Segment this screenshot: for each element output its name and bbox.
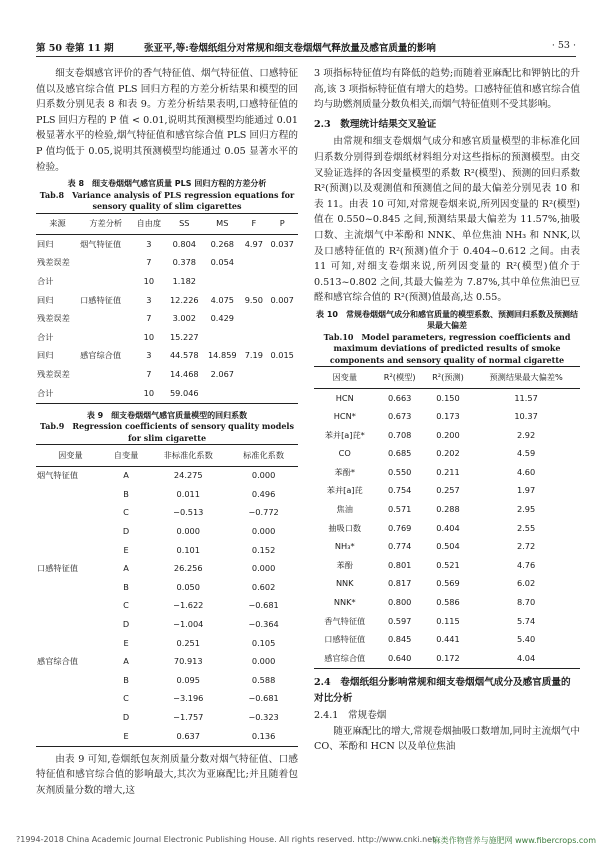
table-cell [36, 671, 105, 690]
right-column [314, 66, 580, 755]
table-cell: 0.571 [387, 504, 412, 515]
table-cell: 0.673 [387, 411, 412, 422]
table-cell: −0.364 [248, 618, 279, 629]
journal-issue: 第 50 卷第 11 期 [36, 43, 114, 54]
table-row [36, 597, 298, 616]
table-cell: 9.50 [244, 294, 263, 305]
table9-caption: 表 9 细支卷烟烟气感官质量模型的回归系数 Tab.9 Regression coefficients of sensory quality models for slim cigarette [40, 410, 294, 443]
table-row [314, 408, 580, 427]
table-cell: 24.275 [173, 470, 203, 481]
table-cell: 1.97 [516, 485, 536, 496]
table-row [314, 594, 580, 613]
subsection-heading: 2.4.1 常规卷烟 [314, 710, 387, 722]
table-cell: 0.774 [387, 541, 412, 552]
table-row [314, 426, 580, 445]
table-cell: 10 [143, 275, 155, 286]
table-cell [36, 690, 105, 709]
table-row [36, 541, 298, 560]
table-cell: D [122, 618, 130, 629]
table-cell: 口感特征值 [324, 634, 366, 645]
table-cell [203, 384, 241, 403]
table-cell: 44.578 [169, 350, 199, 361]
table-cell: −0.681 [248, 693, 279, 704]
table-cell: 59.046 [165, 384, 203, 403]
table-cell: 0.602 [251, 581, 276, 592]
table-cell [241, 384, 266, 403]
table-cell: 0.550 [387, 466, 412, 477]
table-cell [241, 365, 266, 384]
table-cell: 残差误差 [37, 313, 70, 324]
table-cell: 苯酚* [334, 466, 355, 477]
table-row [36, 653, 298, 672]
table-cell: 0.378 [172, 257, 197, 268]
table-cell: B [123, 581, 129, 592]
table-cell: 11.57 [514, 392, 538, 403]
table-cell: C [123, 693, 129, 704]
table-cell: 5.40 [516, 634, 536, 645]
table-row [36, 727, 298, 746]
table-cell: 0.202 [436, 448, 460, 459]
table-cell: HCN* [333, 411, 356, 422]
table-cell [79, 365, 132, 384]
table-cell: 0.050 [176, 581, 200, 592]
table-cell: 10 [143, 331, 155, 342]
table-row [36, 310, 298, 329]
table-cell: 3.002 [172, 313, 197, 324]
table-cell: 4.97 [244, 238, 263, 249]
table-cell [79, 328, 132, 347]
table-row [36, 254, 298, 273]
table-cell: 残差误差 [37, 368, 70, 379]
running-title: 张亚平,等:卷烟纸组分对常规和细支卷烟烟气释放量及感官质量的影响 [144, 43, 436, 54]
table-cell: 2.067 [210, 368, 235, 379]
table-cell [79, 384, 132, 403]
table-cell: 0.817 [387, 578, 412, 589]
table-cell: 0.211 [436, 466, 460, 477]
table-row [36, 365, 298, 384]
table-cell: 0.150 [436, 392, 460, 403]
table-cell: 合计 [36, 384, 79, 403]
table-cell [79, 254, 132, 273]
table8-caption: 表 8 细支卷烟烟气感官质量 PLS 回归方程的方差分析 Tab.8 Variance analysis of PLS regression equations for sensory quality of slim cigarettes [39, 179, 295, 212]
table-cell: 0.054 [210, 257, 235, 268]
table-cell: 回归 [37, 238, 54, 249]
watermark-text: 麻类作物营养与施肥网 www.fibercrops.com [432, 836, 596, 845]
table-cell: 26.256 [173, 563, 203, 574]
table-cell: 0.569 [436, 578, 460, 589]
table-cell [36, 727, 105, 746]
table9 [36, 444, 298, 747]
table-header-cell: 非标准化系数 [147, 445, 229, 467]
table-row [36, 671, 298, 690]
table-cell [203, 272, 241, 291]
left-column [36, 66, 298, 798]
table-cell: 8.70 [516, 597, 536, 608]
table10-caption: 表 10 常规卷烟烟气成分和感官质量的模型系数、预测回归系数及预测结果最大偏差 Tab.10 Model parameters, regression coefficients and maximum deviations of predicted results of smoke components and sensory quality of normal cigarette [316, 309, 578, 365]
table-cell [266, 310, 298, 329]
table-cell: 2.95 [516, 504, 536, 515]
table-cell: −0.323 [248, 711, 279, 722]
table-cell: NH₃* [334, 541, 355, 552]
table-cell [266, 384, 298, 403]
table-cell: 0.804 [172, 238, 197, 249]
table-cell: E [123, 544, 129, 555]
table10 [314, 366, 580, 669]
table-cell: B [123, 674, 129, 685]
table-cell: D [122, 711, 130, 722]
table-cell: 苯酚 [336, 559, 353, 570]
table-cell: 6.02 [516, 578, 536, 589]
section-heading: 2.4 卷烟纸组分影响常规和细支卷烟烟气成分及感官质量的对比分析 [314, 676, 571, 704]
table-header-cell: 因变量 [314, 367, 376, 389]
table-cell [36, 615, 105, 634]
table-cell: −0.513 [173, 507, 204, 518]
table-cell: 1.182 [172, 275, 197, 286]
table-cell: 焦油 [336, 504, 353, 515]
table-row [314, 463, 580, 482]
table-cell: 4.04 [472, 649, 580, 668]
table-cell: 0.257 [436, 485, 460, 496]
table-row [36, 560, 298, 579]
table-cell: 0.496 [251, 488, 276, 499]
table-header-cell: F [241, 213, 266, 235]
table-cell: 0.588 [251, 674, 276, 685]
table-cell: 14.468 [169, 368, 199, 379]
table-cell: 0.173 [436, 411, 460, 422]
table-cell: 0.801 [387, 559, 412, 570]
table-cell: 0.586 [436, 597, 460, 608]
table-header-cell: R²(模型) [376, 367, 424, 389]
table-header-cell: R²(预测) [424, 367, 472, 389]
table-cell: 0.101 [176, 544, 200, 555]
table-cell: 香气特征值 [324, 615, 366, 626]
table-cell: 0.115 [436, 615, 460, 626]
table-cell: E [123, 637, 129, 648]
table-cell: 10 [132, 384, 165, 403]
table-cell: 苯并[a]芘* [324, 429, 365, 440]
table-cell: A [123, 470, 129, 481]
table-cell: 0.000 [251, 656, 276, 667]
table-row [36, 634, 298, 653]
table-cell [36, 634, 105, 653]
table-row [314, 538, 580, 557]
table-cell [241, 272, 266, 291]
table-row [36, 485, 298, 504]
table-row [36, 235, 298, 254]
table-cell: 0.105 [251, 637, 276, 648]
table-row [36, 522, 298, 541]
table-cell: 4.59 [516, 448, 536, 459]
table-cell: 4.60 [516, 466, 536, 477]
table-cell: 0.136 [229, 727, 298, 746]
table-cell: −1.004 [173, 618, 204, 629]
table-cell: D [122, 525, 130, 536]
table-row [36, 466, 298, 485]
table-cell: 15.227 [169, 331, 199, 342]
table-cell: 0.268 [210, 238, 235, 249]
table-cell: HCN [335, 392, 354, 403]
table-row [314, 649, 580, 668]
table-cell: 4.76 [516, 559, 536, 570]
table-cell: 0.007 [270, 294, 294, 305]
paragraph: 由表 9 可知,卷烟纸包灰剂质量分数对烟气特征值、口感特征值和感官综合值的影响最大,其次为亚麻配比;并且随着包灰剂质量分数的增大,这 [36, 753, 298, 796]
table-row [36, 328, 298, 347]
table-header-cell: SS [165, 213, 203, 235]
table-cell: 7 [146, 368, 152, 379]
table-cell: 3 [146, 238, 152, 249]
table-cell: C [123, 600, 129, 611]
table-cell: 0.200 [436, 429, 460, 440]
table-cell: 4.075 [210, 294, 235, 305]
table-cell: 2.72 [516, 541, 536, 552]
table-cell: 0.000 [176, 525, 200, 536]
table-cell: B [123, 488, 129, 499]
table-cell [36, 597, 105, 616]
table-row [36, 504, 298, 523]
table-cell [241, 310, 266, 329]
table-cell: 2.92 [516, 429, 536, 440]
copyright-notice: ?1994-2018 China Academic Journal Electronic Publishing House. All rights reserved. http://www.cnki.net [16, 835, 436, 844]
table-cell [36, 522, 105, 541]
table-row [314, 501, 580, 520]
table-cell: 0.152 [251, 544, 276, 555]
table-row [314, 556, 580, 575]
table-cell [203, 328, 241, 347]
table-cell: 3 [146, 350, 152, 361]
table-cell [266, 272, 298, 291]
table-cell: 合计 [37, 275, 54, 286]
paragraph: 细支卷烟感官评价的香气特征值、烟气特征值、口感特征值以及感官综合值 PLS 回归方程的方差分析结果和模型的回归系数分别见表 8 和表 9。方差分析结果表明,口感特征值的 PLS 回归方程的 P 值 < 0.01,说明其预测模型均能通过 0.01 极显著水平的检验,烟气特征值和感官综合值 PLS 回归方程的 P 值均低于 0.05,说明其预测模型均能通过 0.05 显著水平的检验。 [36, 68, 298, 173]
table-cell: 烟气特征值 [80, 238, 122, 249]
table-cell: 感官综合值 [314, 649, 376, 668]
table-cell: A [123, 563, 129, 574]
table-cell [36, 504, 105, 523]
table-cell: −0.772 [248, 507, 279, 518]
table-cell: 14.859 [207, 350, 237, 361]
table-cell [36, 485, 105, 504]
table-cell: 回归 [37, 350, 54, 361]
table-cell: 10.37 [514, 411, 538, 422]
table-row [314, 445, 580, 464]
table-cell: 0.769 [387, 522, 412, 533]
table-cell [266, 328, 298, 347]
table-cell [79, 310, 132, 329]
page-number: · 53 · [551, 40, 576, 51]
table8 [36, 213, 298, 404]
table-cell: 0.251 [176, 637, 200, 648]
paragraph: 随亚麻配比的增大,常规卷烟抽吸口数增加,同时主流烟气中 CO、苯酚和 HCN 以及单位焦油 [314, 725, 580, 753]
table-cell: 苯并[a]芘 [326, 485, 363, 496]
table-cell: −1.622 [173, 600, 204, 611]
table-cell: 5.74 [516, 615, 536, 626]
table-cell: 烟气特征值 [37, 470, 78, 481]
table-cell: 0.640 [376, 649, 424, 668]
table-cell [241, 328, 266, 347]
page-header [36, 40, 576, 57]
table-row [36, 708, 298, 727]
table-cell: 0.685 [387, 448, 412, 459]
table-cell: 0.095 [176, 674, 200, 685]
table-cell: 抽吸口数 [328, 522, 362, 533]
table-cell: A [123, 656, 129, 667]
table-cell: 合计 [37, 331, 54, 342]
table-cell: 2.55 [516, 522, 536, 533]
table-cell [266, 365, 298, 384]
table-header-cell: P [266, 213, 298, 235]
table-cell: 7 [146, 257, 152, 268]
table-cell: 0.172 [424, 649, 472, 668]
table-cell: 0.015 [270, 350, 294, 361]
table-cell: 0.597 [387, 615, 412, 626]
table-cell: 0.800 [387, 597, 412, 608]
table-row [36, 578, 298, 597]
table-cell: 3 [146, 294, 152, 305]
table-header-cell: 因变量 [36, 445, 105, 467]
table-header-cell: 预测结果最大偏差% [472, 367, 580, 389]
table-cell: 12.226 [169, 294, 199, 305]
table-cell: 0.429 [210, 313, 235, 324]
table-row [36, 291, 298, 310]
table-cell: 7.19 [244, 350, 263, 361]
table-header-cell: 方差分析 [79, 213, 132, 235]
table-cell: 0.663 [387, 392, 412, 403]
table-cell: 0.037 [270, 238, 294, 249]
table-row [36, 347, 298, 366]
page-footer [16, 835, 596, 844]
table-cell: 0.288 [436, 504, 460, 515]
table-row [314, 482, 580, 501]
table-cell: 0.754 [387, 485, 412, 496]
table-cell: CO [338, 448, 351, 459]
table-row [36, 690, 298, 709]
table-row [314, 575, 580, 594]
table-row [314, 519, 580, 538]
table-header-cell: 来源 [36, 213, 79, 235]
table-cell [36, 541, 105, 560]
table-row [36, 615, 298, 634]
table-header-cell: 自变量 [105, 445, 148, 467]
table-cell: 0.404 [436, 522, 460, 533]
table-cell: 残差误差 [37, 257, 70, 268]
paragraph: 3 项指标特征值均有降低的趋势;而随着亚麻配比和钾钠比的升高,该 3 项指标特征值有增大的趋势。口感特征值和感官综合值均与助燃剂质量分数负相关,而烟气特征值则不受其影响。 [314, 68, 580, 111]
table-cell: 0.504 [436, 541, 460, 552]
table-cell: 0.011 [176, 488, 200, 499]
table-cell [79, 272, 132, 291]
table-cell: 0.000 [251, 470, 276, 481]
table-cell [266, 254, 298, 273]
table-row [36, 272, 298, 291]
table-cell: −1.757 [173, 711, 204, 722]
table-cell: 口感特征值 [37, 563, 78, 574]
table-cell: 感官综合值 [37, 656, 78, 667]
table-row [314, 612, 580, 631]
table-cell [36, 578, 105, 597]
table-cell: 0.000 [251, 525, 276, 536]
table-cell: 0.708 [387, 429, 412, 440]
table-cell: 感官综合值 [80, 350, 122, 361]
table-cell: 0.637 [147, 727, 229, 746]
table-cell: C [123, 507, 129, 518]
section-heading: 2.3 数理统计结果交叉验证 [314, 118, 437, 130]
table-header-cell: 自由度 [132, 213, 165, 235]
table-row [314, 631, 580, 650]
paragraph: 由常规和细支卷烟烟气成分和感官质量模型的非标准化回归系数分别得到卷烟纸材料组分对这些指标的预测模型。由交叉验证选择的各因变量模型的系数 R²(模型)、预测的回归系数 R²(预测)以及观测值和预测值之间的最大偏差分别见表 10 和表 11。由表 10 可知,对常规卷烟来说,所列因变量的 R²(模型)值在 0.550~0.845 之间,预测结果最大偏差为 11.57%,抽吸口数、主流烟气中苯酚和 NNK、单位焦油 NH₃ 和 NNK,以及口感特征值的 R²(预测)值介于 0.404~0.612 之间。由表 11 可知,对细支卷烟来说,所列因变量的 R²(模型)值介于 0.513~0.802 之间,其最大偏差为 7.87%,其中单位焦油巴豆醛和感官综合值的 R²(预测)值最高,达 0.55。 [314, 136, 580, 304]
table-cell: E [105, 727, 148, 746]
table-cell: 7 [146, 313, 152, 324]
table-header-cell: MS [203, 213, 241, 235]
table-cell: NNK [335, 578, 354, 589]
table-cell [241, 254, 266, 273]
table-cell: −0.681 [248, 600, 279, 611]
table-cell: 0.845 [387, 634, 412, 645]
table-cell: NNK* [333, 597, 356, 608]
table-cell: 0.521 [436, 559, 460, 570]
table-cell: −3.196 [173, 693, 204, 704]
table-row [36, 384, 298, 403]
table-cell: 0.000 [251, 563, 276, 574]
table-cell: 0.441 [436, 634, 460, 645]
table-cell: 口感特征值 [80, 294, 122, 305]
table-header-cell: 标准化系数 [229, 445, 298, 467]
table-row [314, 389, 580, 408]
table-cell: 70.913 [173, 656, 203, 667]
table-cell [36, 708, 105, 727]
table-cell: 回归 [37, 294, 54, 305]
